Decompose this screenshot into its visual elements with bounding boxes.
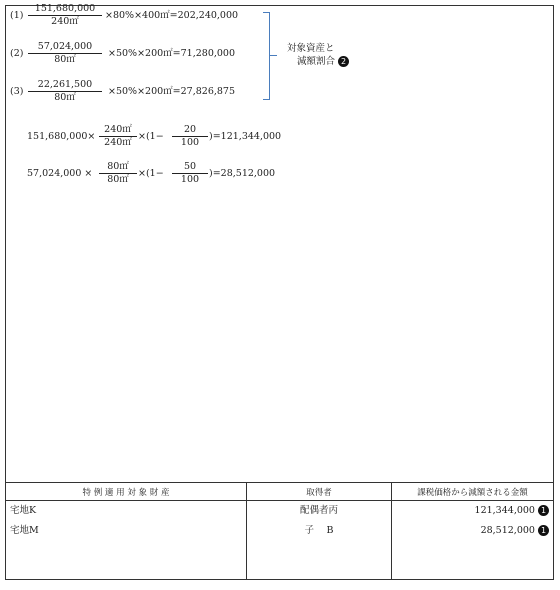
calc2-lead-a: 151,680,000× <box>27 131 96 142</box>
fraction-denominator: 80㎡ <box>99 173 137 186</box>
fraction-denominator: 240㎡ <box>99 136 137 149</box>
badge-2-icon: 2 <box>338 56 349 67</box>
calc1-index-3: (3) <box>10 86 24 97</box>
calc2-lead-b: 57,024,000 × <box>27 168 93 179</box>
calc2-tail-a: )=121,344,000 <box>209 131 282 142</box>
asset-cell: 宅地M <box>10 525 39 536</box>
fraction-numerator: 151,680,000 <box>34 3 96 14</box>
fraction-denominator: 100 <box>172 136 208 149</box>
grouping-bracket-tick <box>269 55 277 56</box>
amount-column <box>392 501 554 580</box>
reduction-table <box>5 482 554 580</box>
calc2-fraction-b2 <box>172 161 208 186</box>
badge-1-icon: 1 <box>538 505 549 516</box>
fraction-numerator: 20 <box>183 124 197 135</box>
fraction-denominator: 80㎡ <box>28 53 102 66</box>
asset-cell: 宅地K <box>10 505 37 516</box>
reduction-note <box>287 42 349 68</box>
acquirer-cell: 配偶者丙 <box>299 505 338 516</box>
calc1-index-1: (1) <box>10 10 24 21</box>
amount-value: 28,512,000 <box>480 525 535 536</box>
calc1-fraction-2 <box>28 41 102 66</box>
header-acquirer: 取得者 <box>247 483 392 501</box>
table-body-row <box>6 501 554 580</box>
calc2-tail-b: )=28,512,000 <box>209 168 276 179</box>
calc2-fraction-b1 <box>99 161 137 186</box>
grouping-bracket <box>263 12 270 100</box>
fraction-denominator: 80㎡ <box>28 91 102 104</box>
calc1-index-2: (2) <box>10 48 24 59</box>
header-asset: 特 例 適 用 対 象 財 産 <box>6 483 247 501</box>
badge-1-icon: 1 <box>538 525 549 536</box>
amount-cell <box>396 501 549 521</box>
calc2-fraction-a2 <box>172 124 208 149</box>
fraction-denominator: 100 <box>172 173 208 186</box>
asset-column <box>6 501 247 580</box>
fraction-denominator: 240㎡ <box>28 15 102 28</box>
calc1-result-2: ×50%×200㎡=71,280,000 <box>108 48 236 59</box>
calc1-result-3: ×50%×200㎡=27,826,875 <box>108 86 236 97</box>
note-label: 減額割合 <box>297 56 336 67</box>
calc1-fraction-1 <box>28 3 102 28</box>
calc1-result-1: ×80%×400㎡=202,240,000 <box>105 10 239 21</box>
calc2-mid-a: ×(1− <box>138 131 164 142</box>
header-amount: 課税価格から減額される金額 <box>392 483 554 501</box>
fraction-numerator: 240㎡ <box>104 124 132 135</box>
amount-value: 121,344,000 <box>474 505 535 516</box>
calc1-fraction-3 <box>28 79 102 104</box>
fraction-numerator: 50 <box>183 161 197 172</box>
table-header-row <box>6 483 554 501</box>
fraction-numerator: 57,024,000 <box>37 41 93 52</box>
fraction-numerator: 80㎡ <box>107 161 129 172</box>
note-line-2 <box>287 55 349 68</box>
note-line-1: 対象資産と <box>287 43 335 54</box>
calc2-fraction-a1 <box>99 124 137 149</box>
fraction-numerator: 22,261,500 <box>37 79 93 90</box>
calc2-mid-b: ×(1− <box>138 168 164 179</box>
acquirer-cell: 子 B <box>304 525 334 536</box>
acquirer-column <box>247 501 392 580</box>
amount-cell <box>396 521 549 541</box>
